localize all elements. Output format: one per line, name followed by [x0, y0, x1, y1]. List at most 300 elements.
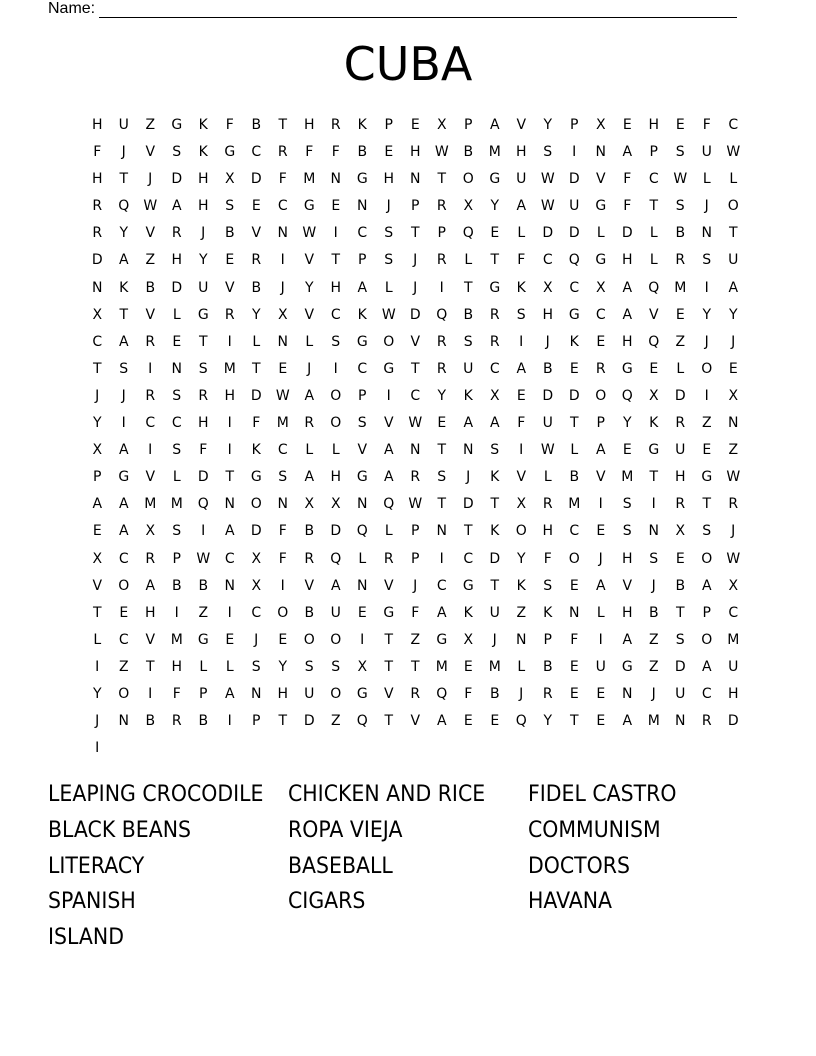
grid-letter: T: [278, 713, 288, 730]
grid-letter: R: [542, 496, 553, 513]
grid-letter: F: [305, 144, 314, 161]
grid-letter: X: [516, 496, 527, 513]
grid-letter: Z: [648, 631, 659, 648]
grid-letter: T: [490, 496, 500, 513]
grid-letter: L: [570, 442, 579, 459]
grid-letter: J: [651, 685, 656, 702]
grid-letter: U: [330, 604, 341, 621]
grid-letter: L: [172, 469, 181, 486]
grid-letter: W: [540, 198, 555, 215]
grid-letter: S: [384, 252, 394, 269]
grid-letter: D: [250, 171, 262, 188]
grid-letter: C: [463, 550, 474, 567]
grid-letter: P: [596, 415, 605, 432]
grid-letter: F: [623, 198, 632, 215]
grid-letter: I: [360, 631, 365, 648]
grid-letter: D: [462, 496, 474, 513]
grid-letter: V: [145, 469, 156, 486]
grid-letter: S: [172, 523, 182, 540]
grid-letter: M: [303, 171, 316, 188]
grid-letter: S: [331, 333, 341, 350]
grid-letter: R: [701, 713, 712, 730]
grid-letter: S: [172, 387, 182, 404]
grid-letter: N: [410, 442, 421, 459]
grid-letter: S: [437, 469, 447, 486]
grid-letter: H: [171, 658, 183, 675]
grid-letter: B: [463, 306, 474, 323]
grid-letter: D: [91, 252, 103, 269]
grid-letter: S: [198, 360, 208, 377]
grid-letter: E: [278, 631, 288, 648]
grid-letter: M: [435, 658, 448, 675]
grid-letter: D: [409, 306, 421, 323]
grid-letter: C: [436, 577, 447, 594]
grid-letter: A: [622, 144, 633, 161]
grid-letter: V: [383, 685, 394, 702]
grid-letter: P: [464, 117, 473, 133]
grid-letter: E: [622, 117, 632, 133]
grid-letter: L: [517, 225, 526, 242]
word-list-item: BLACK BEANS: [48, 817, 192, 843]
grid-letter: M: [170, 631, 183, 648]
grid-letter: I: [227, 333, 232, 350]
grid-letter: V: [648, 306, 659, 323]
grid-letter: L: [676, 360, 685, 377]
grid-letter: J: [598, 550, 603, 567]
grid-letter: E: [384, 144, 394, 161]
grid-letter: R: [436, 198, 447, 215]
grid-letter: T: [437, 442, 447, 459]
grid-letter: D: [621, 225, 633, 242]
grid-letter: I: [148, 442, 153, 459]
grid-letter: B: [489, 685, 500, 702]
grid-letter: S: [225, 198, 235, 215]
grid-letter: J: [731, 333, 736, 350]
grid-letter: A: [224, 685, 235, 702]
grid-letter: B: [542, 360, 553, 377]
grid-letter: C: [92, 333, 103, 350]
grid-letter: I: [598, 631, 603, 648]
grid-letter: H: [621, 252, 633, 269]
word-list-item: COMMUNISM: [528, 817, 661, 843]
grid-letter: W: [726, 144, 741, 161]
grid-letter: R: [436, 360, 447, 377]
grid-letter: Y: [490, 198, 500, 215]
grid-letter: U: [675, 685, 686, 702]
grid-letter: N: [277, 225, 288, 242]
grid-letter: T: [463, 279, 473, 296]
grid-letter: F: [278, 523, 287, 540]
grid-letter: O: [383, 333, 395, 350]
grid-letter: H: [621, 550, 633, 567]
grid-letter: T: [410, 225, 420, 242]
grid-letter: X: [595, 117, 606, 133]
grid-letter: M: [488, 144, 501, 161]
grid-letter: A: [622, 631, 633, 648]
grid-letter: G: [701, 469, 713, 486]
grid-letter: Q: [648, 279, 660, 296]
grid-letter: Y: [92, 685, 102, 702]
grid-letter: E: [437, 415, 447, 432]
grid-letter: T: [410, 360, 420, 377]
grid-letter: A: [304, 387, 315, 404]
grid-letter: E: [463, 713, 473, 730]
grid-letter: P: [437, 225, 446, 242]
grid-letter: R: [304, 550, 315, 567]
grid-letter: R: [436, 333, 447, 350]
grid-letter: W: [302, 225, 317, 242]
grid-letter: A: [489, 415, 500, 432]
grid-letter: I: [174, 604, 179, 621]
grid-letter: L: [543, 469, 552, 486]
grid-letter: C: [728, 604, 739, 621]
grid-letter: G: [621, 360, 633, 377]
grid-letter: G: [383, 360, 395, 377]
grid-letter: R: [675, 252, 686, 269]
grid-letter: Z: [198, 604, 209, 621]
grid-letter: H: [197, 171, 209, 188]
grid-letter: O: [303, 631, 315, 648]
grid-letter: P: [570, 117, 579, 133]
grid-letter: A: [383, 469, 394, 486]
grid-letter: U: [304, 685, 315, 702]
grid-letter: N: [277, 496, 288, 513]
grid-letter: Q: [621, 387, 633, 404]
grid-letter: Q: [436, 685, 448, 702]
grid-letter: W: [381, 306, 396, 323]
grid-letter: N: [224, 496, 235, 513]
word-list-item: SPANISH: [48, 889, 136, 915]
grid-letter: J: [121, 387, 126, 404]
grid-letter: A: [701, 577, 712, 594]
grid-letter: K: [543, 604, 553, 621]
grid-letter: D: [727, 713, 739, 730]
grid-letter: L: [358, 550, 367, 567]
grid-letter: X: [357, 658, 368, 675]
grid-letter: U: [595, 658, 606, 675]
grid-letter: S: [357, 415, 367, 432]
grid-letter: E: [225, 631, 235, 648]
grid-letter: S: [251, 658, 261, 675]
grid-letter: E: [331, 198, 341, 215]
grid-letter: J: [121, 144, 126, 161]
grid-letter: N: [648, 523, 659, 540]
grid-letter: G: [303, 198, 315, 215]
grid-letter: W: [726, 469, 741, 486]
grid-letter: Z: [728, 442, 739, 459]
grid-letter: Q: [648, 333, 660, 350]
grid-letter: C: [701, 685, 712, 702]
grid-letter: H: [542, 523, 554, 540]
grid-letter: X: [145, 523, 156, 540]
grid-letter: J: [545, 333, 550, 350]
grid-letter: B: [569, 469, 580, 486]
grid-letter: Y: [543, 117, 553, 133]
grid-letter: H: [91, 117, 103, 133]
grid-letter: I: [439, 279, 444, 296]
grid-letter: J: [386, 198, 391, 215]
grid-letter: X: [489, 387, 500, 404]
grid-letter: S: [649, 550, 659, 567]
grid-letter: E: [92, 523, 102, 540]
grid-letter: A: [118, 252, 129, 269]
grid-letter: F: [172, 685, 181, 702]
grid-letter: X: [728, 387, 739, 404]
grid-letter: D: [542, 387, 554, 404]
grid-letter: N: [330, 171, 341, 188]
grid-letter: Y: [728, 306, 738, 323]
grid-letter: T: [569, 415, 579, 432]
grid-letter: R: [489, 333, 500, 350]
grid-letter: I: [227, 604, 232, 621]
grid-letter: Q: [462, 225, 474, 242]
grid-letter: E: [278, 360, 288, 377]
grid-letter: M: [727, 631, 740, 648]
grid-letter: D: [568, 225, 580, 242]
grid-letter: T: [490, 252, 500, 269]
grid-letter: M: [276, 415, 289, 432]
grid-letter: Q: [436, 306, 448, 323]
grid-letter: C: [569, 279, 580, 296]
grid-letter: P: [411, 550, 420, 567]
grid-letter: A: [516, 198, 527, 215]
grid-letter: R: [92, 198, 103, 215]
grid-letter: V: [516, 117, 527, 133]
grid-letter: L: [93, 631, 102, 648]
grid-letter: U: [701, 144, 712, 161]
grid-letter: A: [118, 496, 129, 513]
grid-letter: X: [251, 550, 262, 567]
grid-letter: V: [92, 577, 103, 594]
grid-letter: G: [356, 469, 368, 486]
grid-letter: O: [330, 387, 342, 404]
grid-letter: O: [595, 387, 607, 404]
grid-letter: R: [542, 685, 553, 702]
grid-letter: D: [303, 713, 315, 730]
grid-letter: P: [702, 604, 711, 621]
grid-letter: T: [649, 469, 659, 486]
grid-letter: E: [119, 604, 129, 621]
grid-letter: K: [357, 117, 367, 133]
grid-letter: D: [489, 550, 501, 567]
grid-letter: O: [118, 577, 130, 594]
grid-letter: U: [516, 171, 527, 188]
grid-letter: N: [224, 577, 235, 594]
grid-letter: Q: [330, 550, 342, 567]
grid-letter: G: [568, 306, 580, 323]
grid-letter: T: [384, 631, 394, 648]
grid-letter: D: [674, 387, 686, 404]
grid-letter: C: [118, 550, 129, 567]
grid-letter: T: [384, 658, 394, 675]
grid-letter: G: [595, 198, 607, 215]
grid-letter: B: [198, 577, 209, 594]
grid-letter: F: [702, 117, 711, 133]
grid-letter: I: [227, 442, 232, 459]
grid-letter: E: [596, 523, 606, 540]
grid-letter: V: [304, 252, 315, 269]
grid-letter: Q: [383, 496, 395, 513]
grid-letter: V: [516, 469, 527, 486]
grid-letter: O: [701, 631, 713, 648]
grid-letter: F: [543, 550, 552, 567]
grid-letter: B: [542, 658, 553, 675]
grid-letter: X: [92, 550, 103, 567]
grid-letter: P: [358, 387, 367, 404]
grid-letter: W: [434, 144, 449, 161]
grid-letter: N: [463, 442, 474, 459]
grid-letter: Y: [543, 713, 553, 730]
grid-letter: O: [701, 550, 713, 567]
grid-letter: E: [569, 658, 579, 675]
grid-letter: S: [622, 496, 632, 513]
grid-letter: C: [357, 360, 368, 377]
grid-letter: R: [92, 225, 103, 242]
grid-letter: K: [198, 144, 208, 161]
grid-letter: O: [330, 631, 342, 648]
grid-letter: I: [333, 360, 338, 377]
grid-letter: J: [254, 631, 259, 648]
grid-letter: X: [463, 198, 474, 215]
grid-letter: Z: [701, 415, 712, 432]
grid-letter: E: [596, 713, 606, 730]
grid-letter: D: [250, 523, 262, 540]
grid-letter: S: [543, 144, 553, 161]
grid-letter: G: [648, 442, 660, 459]
grid-letter: Y: [119, 225, 129, 242]
grid-letter: S: [675, 631, 685, 648]
grid-letter: N: [118, 713, 129, 730]
grid-letter: H: [648, 117, 660, 133]
grid-letter: N: [436, 523, 447, 540]
grid-letter: O: [330, 415, 342, 432]
grid-letter: U: [728, 658, 739, 675]
grid-letter: T: [225, 469, 235, 486]
grid-letter: N: [277, 333, 288, 350]
name-label: Name:: [48, 0, 96, 17]
grid-letter: H: [303, 117, 315, 133]
grid-letter: J: [307, 360, 312, 377]
grid-letter: D: [171, 279, 183, 296]
grid-letter: E: [702, 442, 712, 459]
grid-letter: C: [648, 171, 659, 188]
grid-letter: G: [171, 117, 183, 133]
grid-letter: T: [675, 604, 685, 621]
grid-letter: J: [413, 577, 418, 594]
word-list-item: FIDEL CASTRO: [528, 782, 677, 807]
grid-letter: W: [408, 496, 423, 513]
grid-letter: R: [728, 496, 739, 513]
grid-letter: G: [356, 685, 368, 702]
grid-letter: S: [172, 442, 182, 459]
grid-letter: X: [277, 306, 288, 323]
grid-letter: G: [436, 631, 448, 648]
grid-letter: V: [357, 442, 368, 459]
grid-letter: L: [649, 252, 658, 269]
grid-letter: I: [651, 496, 656, 513]
grid-letter: S: [119, 360, 129, 377]
grid-letter: H: [515, 144, 527, 161]
grid-letter: D: [250, 387, 262, 404]
grid-letter: N: [569, 604, 580, 621]
grid-letter: X: [304, 496, 315, 513]
grid-letter: F: [278, 550, 287, 567]
grid-letter: V: [251, 225, 262, 242]
grid-letter: L: [384, 523, 393, 540]
grid-letter: W: [540, 171, 555, 188]
grid-letter: P: [252, 713, 261, 730]
grid-letter: I: [280, 577, 285, 594]
grid-letter: H: [383, 171, 395, 188]
grid-letter: K: [198, 117, 208, 133]
grid-letter: V: [622, 577, 633, 594]
grid-letter: P: [199, 685, 208, 702]
grid-letter: X: [330, 496, 341, 513]
grid-letter: A: [436, 604, 447, 621]
grid-letter: A: [463, 415, 474, 432]
grid-letter: V: [304, 306, 315, 323]
grid-letter: I: [95, 740, 100, 757]
grid-letter: X: [595, 279, 606, 296]
grid-letter: Y: [702, 306, 712, 323]
grid-letter: M: [488, 658, 501, 675]
grid-letter: N: [622, 685, 633, 702]
grid-letter: L: [517, 658, 526, 675]
grid-letter: B: [675, 225, 686, 242]
grid-letter: S: [516, 306, 526, 323]
grid-letter: N: [171, 360, 182, 377]
grid-letter: G: [595, 252, 607, 269]
grid-letter: N: [675, 713, 686, 730]
grid-letter: U: [489, 604, 500, 621]
grid-letter: R: [595, 360, 606, 377]
grid-letter: F: [252, 415, 261, 432]
grid-letter: P: [172, 550, 181, 567]
grid-letter: R: [436, 252, 447, 269]
grid-letter: C: [118, 631, 129, 648]
grid-letter: I: [227, 713, 232, 730]
grid-letter: T: [437, 496, 447, 513]
grid-letter: J: [704, 198, 709, 215]
grid-letter: E: [675, 550, 685, 567]
grid-letter: J: [95, 387, 100, 404]
grid-letter: A: [224, 523, 235, 540]
grid-letter: X: [542, 279, 553, 296]
grid-letter: I: [227, 415, 232, 432]
grid-letter: R: [383, 550, 394, 567]
grid-letter: K: [490, 469, 500, 486]
grid-letter: G: [197, 631, 209, 648]
grid-letter: D: [197, 469, 209, 486]
grid-letter: B: [145, 713, 156, 730]
grid-letter: I: [201, 523, 206, 540]
grid-letter: B: [224, 225, 235, 242]
grid-letter: Z: [410, 631, 421, 648]
grid-letter: O: [118, 685, 130, 702]
grid-letter: X: [92, 442, 103, 459]
grid-letter: T: [92, 604, 102, 621]
grid-letter: S: [172, 144, 182, 161]
grid-letter: A: [516, 360, 527, 377]
grid-letter: J: [731, 523, 736, 540]
grid-letter: F: [464, 685, 473, 702]
grid-letter: W: [275, 387, 290, 404]
grid-letter: M: [647, 713, 660, 730]
grid-letter: R: [171, 225, 182, 242]
grid-letter: J: [466, 469, 471, 486]
grid-letter: I: [704, 387, 709, 404]
grid-letter: A: [622, 306, 633, 323]
